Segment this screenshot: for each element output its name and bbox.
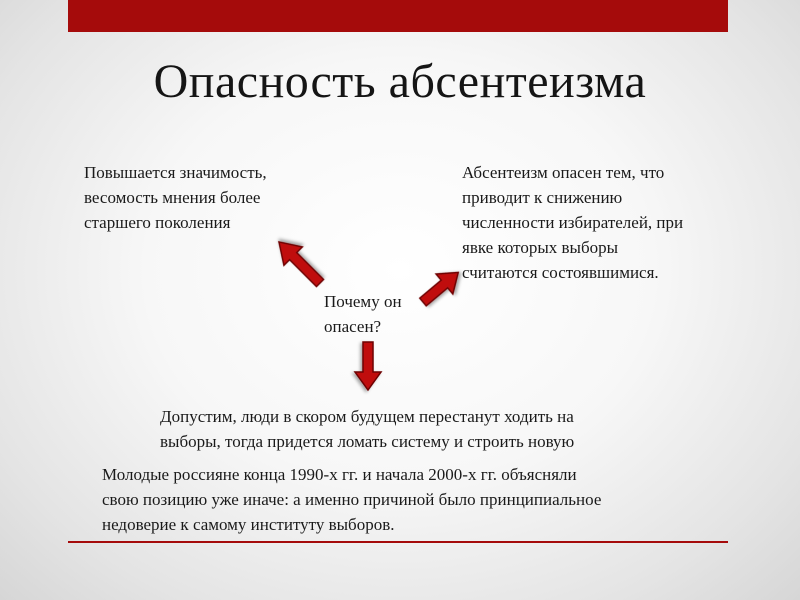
slide-title: Опасность абсентеизма	[153, 55, 647, 108]
bottom-note: Молодые россияне конца 1990-х гг. и начала 2000-х гг. объясняли свою позицию уже иначе: а именно причиной было принципиальное недоверие к самому институту выборов.	[102, 465, 602, 534]
mid-note: Допустим, люди в скором будущем перестанут ходить на выборы, тогда придется ломать систему и строить новую	[160, 407, 575, 451]
arrow-up-left-icon	[270, 233, 329, 292]
arrow-up-right-icon	[415, 262, 467, 311]
left-note: Повышается значимость, весомость мнения более старшего поколения	[84, 163, 267, 232]
right-note: Абсентеизм опасен тем, что приводит к снижению численности избирателей, при явке которых выборы считаются состоявшимися.	[462, 163, 684, 282]
arrow-down-icon	[355, 342, 381, 390]
center-question: Почему он опасен?	[324, 292, 402, 336]
bottom-divider	[68, 541, 728, 543]
